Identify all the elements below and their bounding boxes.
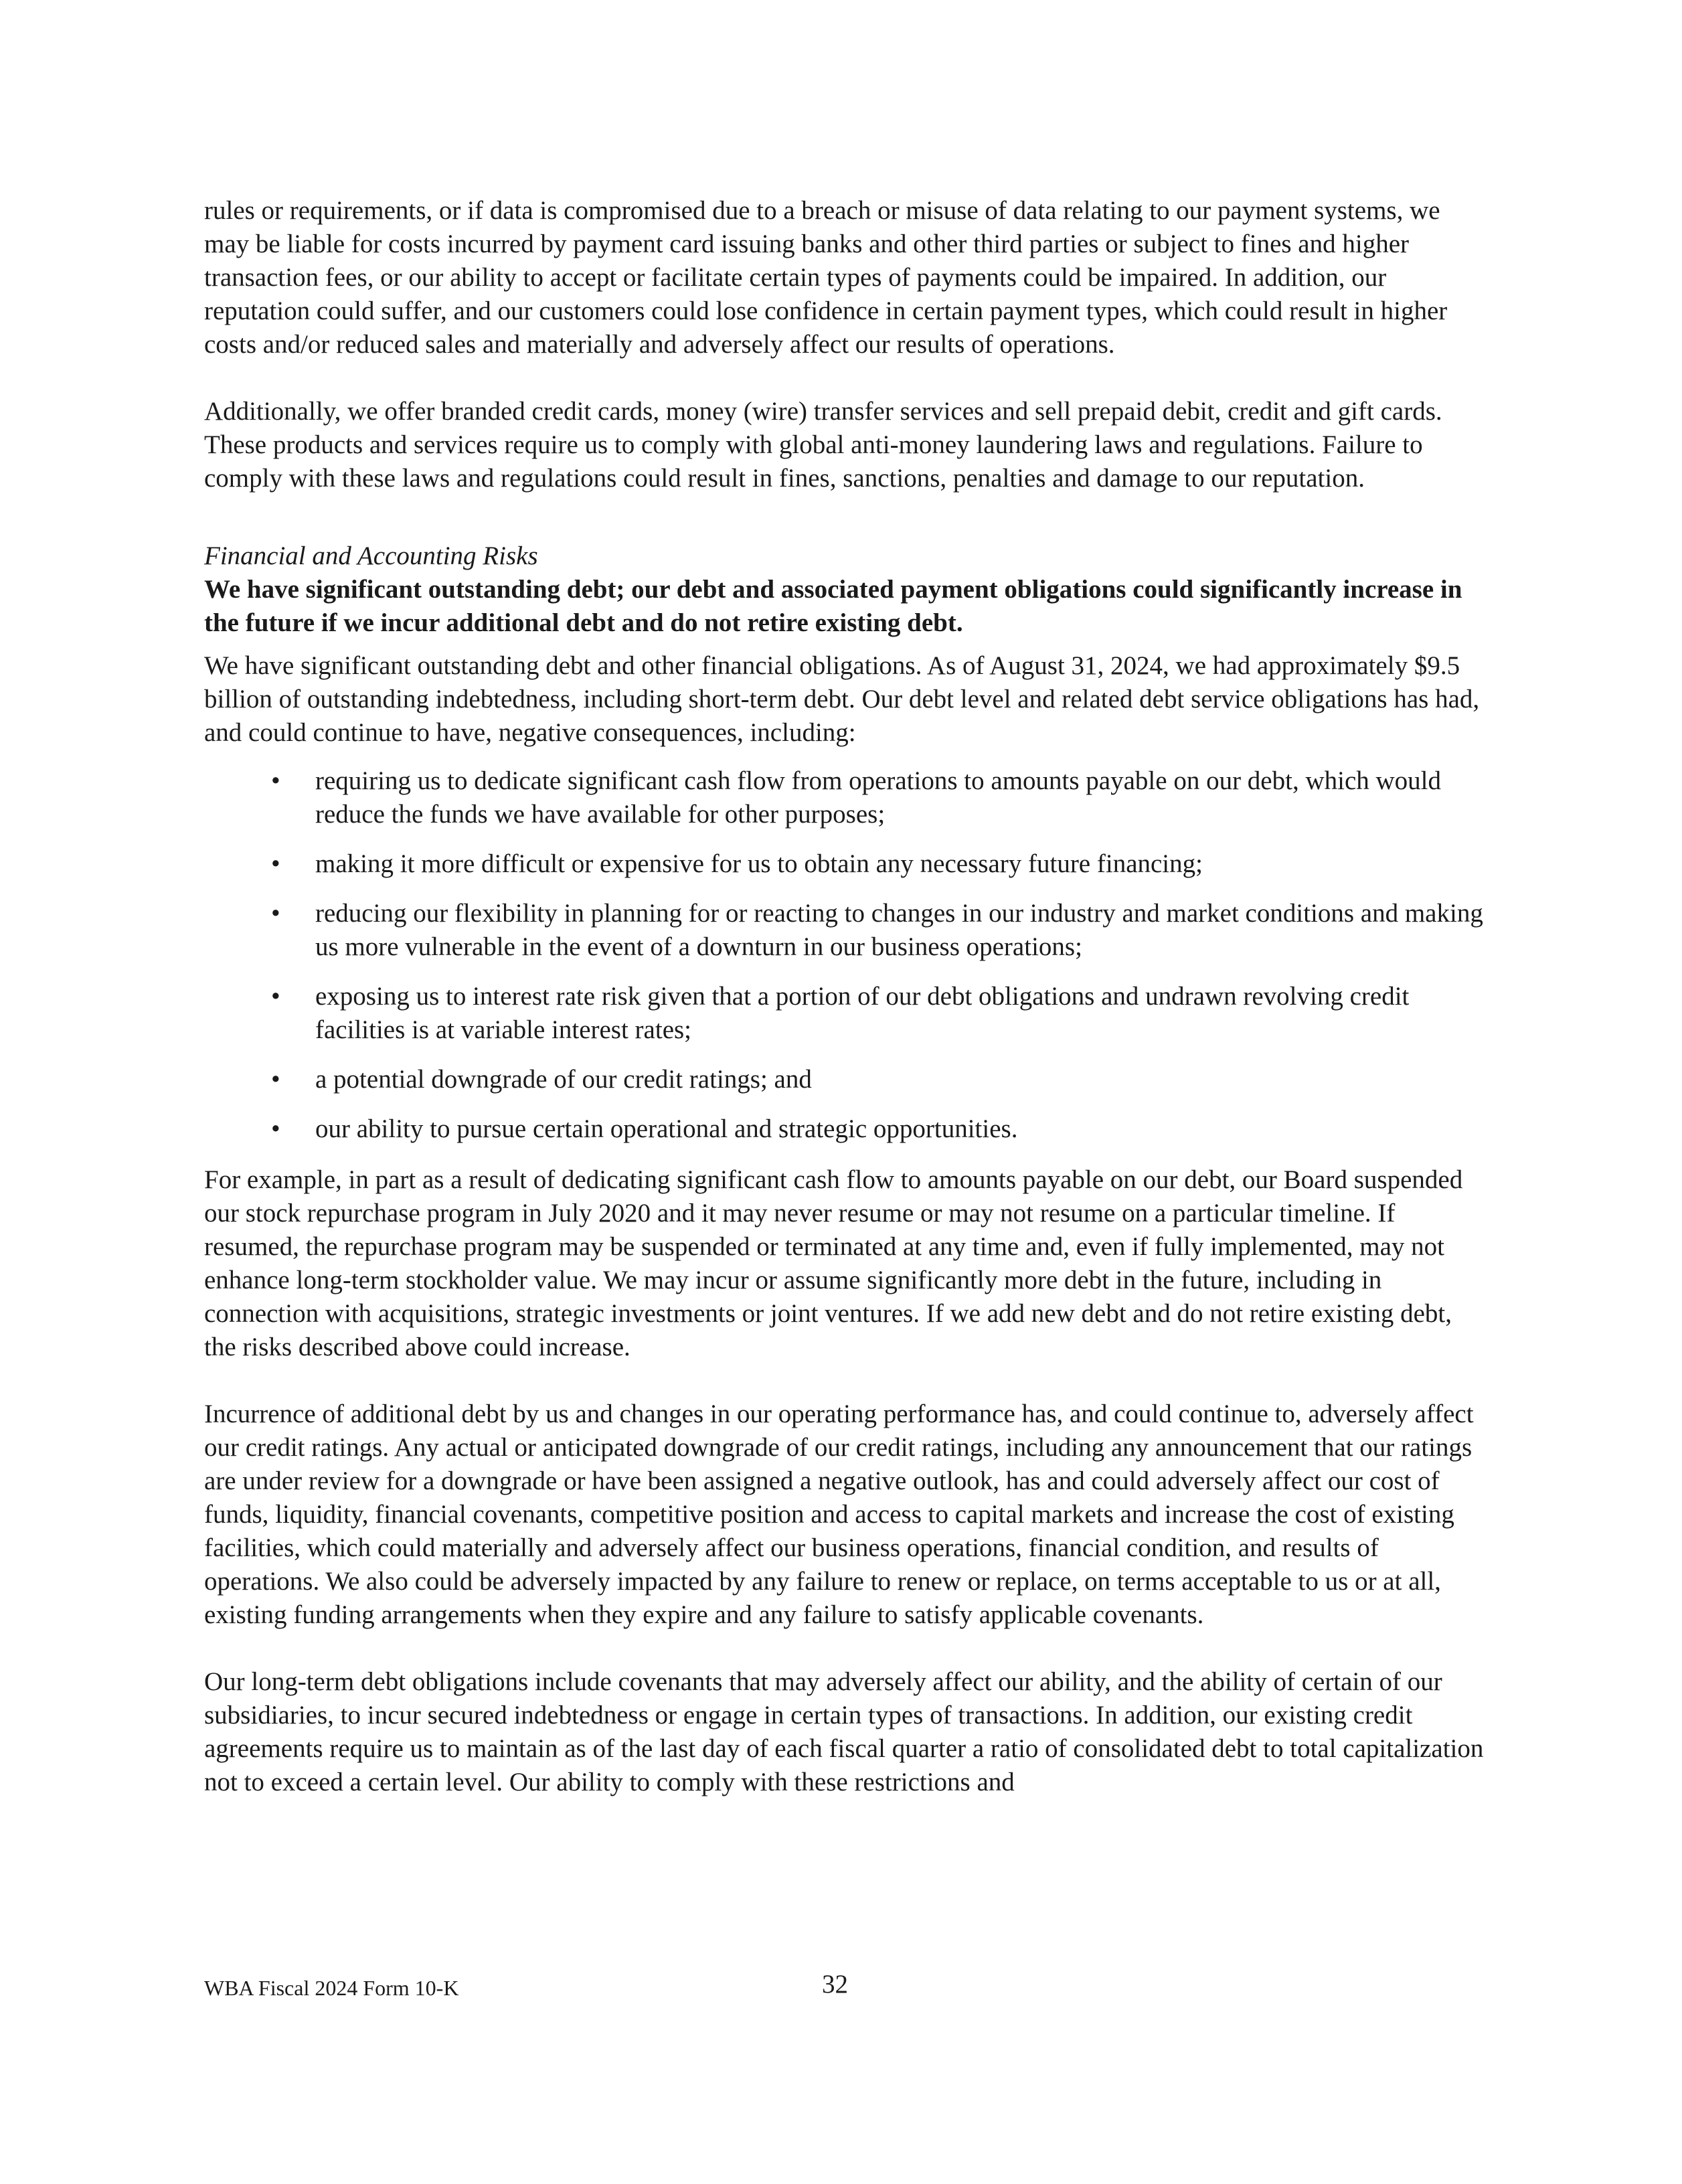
- bullet-icon: •: [271, 899, 280, 928]
- list-item-text: making it more difficult or expensive for us to obtain any necessary future financing;: [315, 849, 1203, 878]
- list-item: [204, 1063, 1489, 1096]
- list-item: [204, 1112, 1489, 1146]
- risk-heading: We have significant outstanding debt; our debt and associated payment obligations could significantly increase in the future if we incur additional debt and do not retire existing debt.: [204, 575, 1462, 637]
- list-item-text: our ability to pursue certain operational and strategic opportunities.: [315, 1114, 1018, 1143]
- bullet-icon: •: [271, 1114, 280, 1143]
- bullet-icon: •: [271, 982, 280, 1011]
- paragraph-covenants: Our long-term debt obligations include covenants that may adversely affect our ability, and the ability of certain of our subsidiaries, to incur secured indebtedness or engage in certain types of transactions. In addition, our existing credit agreements require us to maintain as of the last day of each fiscal quarter a ratio of consolidated debt to total capitalization not to exceed a certain level. Our ability to comply with these restrictions and: [204, 1667, 1484, 1796]
- bullet-icon: •: [271, 849, 280, 878]
- document-page: [204, 194, 1489, 1799]
- consequences-list: [204, 764, 1489, 1146]
- bullet-icon: •: [271, 1065, 280, 1094]
- paragraph-anti-money-laundering: Additionally, we offer branded credit cards, money (wire) transfer services and sell prepaid debit, credit and gift cards. These products and services require us to comply with global anti-money laundering laws and regulations. Failure to comply with these laws and regulations could result in fines, sanctions, penalties and damage to our reputation.: [204, 397, 1442, 493]
- paragraph-stock-repurchase: For example, in part as a result of dedicating significant cash flow to amounts payable on our debt, our Board suspended our stock repurchase program in July 2020 and it may never resume or may not resume on a particular timeline. If resumed, the repurchase program may be suspended or terminated at any time and, even if fully implemented, may not enhance long-term stockholder value. We may incur or assume significantly more debt in the future, including in connection with acquisitions, strategic investments or joint ventures. If we add new debt and do not retire existing debt, the risks described above could increase.: [204, 1165, 1463, 1361]
- list-item-text: a potential downgrade of our credit ratings; and: [315, 1065, 812, 1094]
- footer-document-label: WBA Fiscal 2024 Form 10-K: [204, 1976, 459, 2000]
- list-item: [204, 847, 1489, 881]
- list-item: [204, 980, 1489, 1047]
- list-item: [204, 897, 1489, 964]
- list-item-text: exposing us to interest rate risk given that a portion of our debt obligations and undrawn revolving credit facilities is at variable interest rates;: [315, 982, 1410, 1044]
- paragraph-outstanding-debt: We have significant outstanding debt and other financial obligations. As of August 31, 2024, we had approximately $9.5 billion of outstanding indebtedness, including short-term debt. Our debt level and related debt service obligations has had, and could continue to have, negative consequences, including:: [204, 651, 1480, 747]
- page-number: 32: [822, 1970, 848, 1999]
- list-item-text: reducing our flexibility in planning for or reacting to changes in our industry and market conditions and making us more vulnerable in the event of a downturn in our business operations;: [315, 899, 1483, 961]
- section-title: Financial and Accounting Risks: [204, 541, 538, 570]
- list-item-text: requiring us to dedicate significant cash flow from operations to amounts payable on our debt, which would reduce the funds we have available for other purposes;: [315, 766, 1442, 829]
- bullet-icon: •: [271, 766, 280, 795]
- paragraph-credit-ratings: Incurrence of additional debt by us and changes in our operating performance has, and could continue to, adversely affect our credit ratings. Any actual or anticipated downgrade of our credit ratings, including any announcement that our ratings are under review for a downgrade or have been assigned a negative outlook, has and could adversely affect our cost of funds, liquidity, financial covenants, competitive position and access to capital markets and increase the cost of existing facilities, which could materially and adversely affect our business operations, financial condition, and results of operations. We also could be adversely impacted by any failure to renew or replace, on terms acceptable to us or at all, existing funding arrangements when they expire and any failure to satisfy applicable covenants.: [204, 1400, 1474, 1629]
- paragraph-payment-systems: rules or requirements, or if data is compromised due to a breach or misuse of data relating to our payment systems, we may be liable for costs incurred by payment card issuing banks and other third parties or subject to fines and higher transaction fees, or our ability to accept or facilitate certain types of payments could be impaired. In addition, our reputation could suffer, and our customers could lose confidence in certain payment types, which could result in higher costs and/or reduced sales and materially and adversely affect our results of operations.: [204, 196, 1448, 359]
- list-item: [204, 764, 1489, 831]
